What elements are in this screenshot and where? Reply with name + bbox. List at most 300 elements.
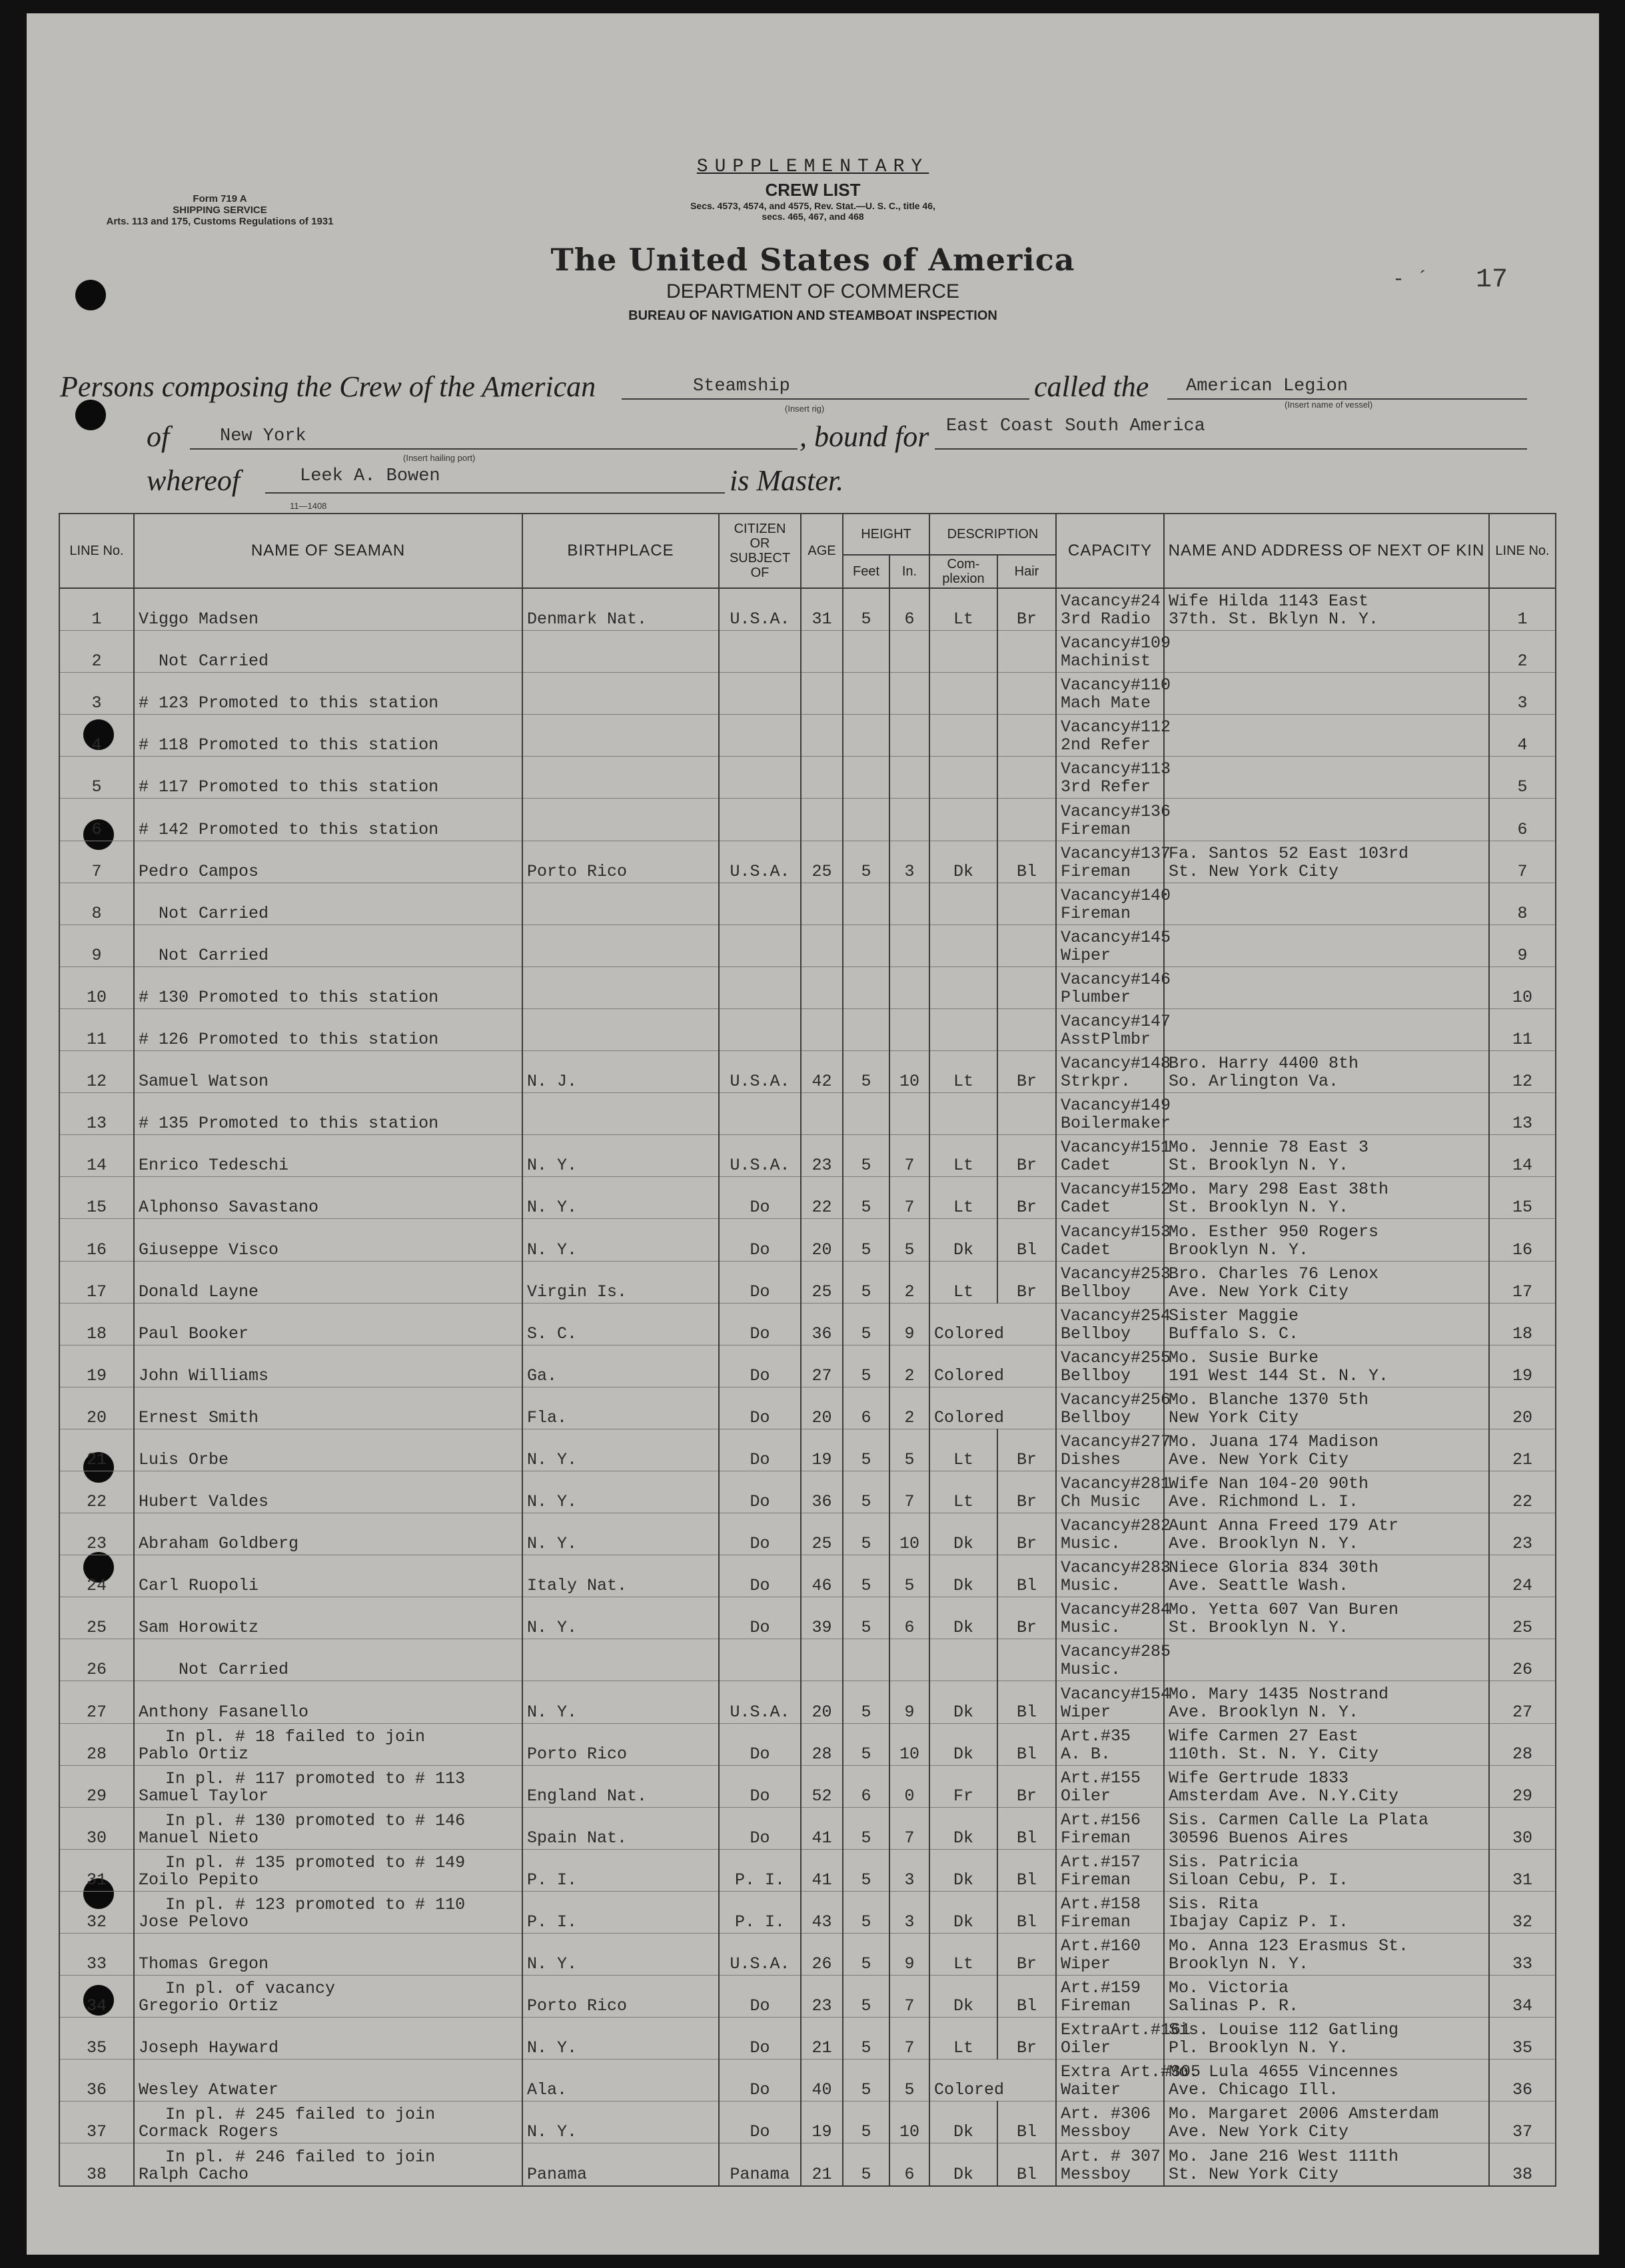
inches-cell: 6 bbox=[889, 2143, 929, 2186]
kin-name bbox=[1169, 1012, 1484, 1030]
birthplace-cell bbox=[522, 1639, 719, 1681]
birthplace-cell: N. Y. bbox=[522, 1513, 719, 1555]
hair-cell: Bl bbox=[997, 1807, 1056, 1849]
complexion-cell: Colored bbox=[929, 1303, 1056, 1345]
seaman-name-cell: Enrico Tedeschi bbox=[134, 1135, 522, 1177]
capacity-cell bbox=[1056, 1976, 1164, 2018]
citizen-cell: Do bbox=[719, 1976, 801, 2018]
birthplace-cell: Fla. bbox=[522, 1387, 719, 1429]
kin-name: Mo. Yetta 607 Van Buren bbox=[1169, 1600, 1399, 1620]
age-cell: 22 bbox=[801, 1177, 843, 1219]
complexion-cell bbox=[929, 966, 997, 1008]
capacity-rating: A. B. bbox=[1061, 1744, 1111, 1764]
seaman-name: Cormack Rogers bbox=[139, 2122, 279, 2142]
age-cell bbox=[801, 799, 843, 841]
kin-name: Bro. Harry 4400 8th bbox=[1169, 1054, 1359, 1074]
line-number-right-cell: 4 bbox=[1489, 715, 1556, 757]
hair-cell bbox=[997, 1008, 1056, 1050]
line-number-right-cell: 22 bbox=[1489, 1471, 1556, 1513]
age-cell: 31 bbox=[801, 588, 843, 631]
birthplace-cell: N. Y. bbox=[522, 1471, 719, 1513]
hair-cell bbox=[997, 715, 1056, 757]
feet-cell bbox=[843, 1008, 889, 1050]
capacity-rating: Bellboy bbox=[1061, 1282, 1131, 1302]
capacity-rating: Ch Music bbox=[1061, 1492, 1141, 1512]
capacity-number: Vacancy#112 bbox=[1061, 717, 1171, 737]
hair-cell bbox=[997, 757, 1056, 799]
table-row bbox=[59, 966, 1556, 1008]
inches-cell: 9 bbox=[889, 1681, 929, 1723]
birthplace-cell: Ga. bbox=[522, 1345, 719, 1387]
table-row bbox=[59, 1765, 1556, 1807]
kin-address: 110th. St. N. Y. City bbox=[1169, 1744, 1379, 1764]
capacity-number: Vacancy#137 bbox=[1061, 843, 1171, 863]
line-number-right-cell: 8 bbox=[1489, 883, 1556, 925]
next-of-kin-cell bbox=[1164, 1934, 1489, 1976]
kin-name bbox=[1169, 718, 1484, 736]
birthplace-cell: Panama bbox=[522, 2143, 719, 2186]
punch-hole bbox=[75, 280, 106, 310]
line-number-cell: 35 bbox=[59, 2018, 134, 2060]
hailing-port: New York bbox=[220, 426, 306, 446]
table-row bbox=[59, 757, 1556, 799]
next-of-kin-cell bbox=[1164, 1976, 1489, 2018]
inches-cell: 7 bbox=[889, 1807, 929, 1849]
capacity-number: ExtraArt.#161 bbox=[1061, 2020, 1191, 2040]
age-cell: 21 bbox=[801, 2018, 843, 2060]
seaman-name-cell: Samuel Watson bbox=[134, 1051, 522, 1093]
feet-cell bbox=[843, 715, 889, 757]
kin-address: Ave. New York City bbox=[1169, 1449, 1349, 1469]
hair-cell: Br bbox=[997, 1765, 1056, 1807]
capacity-rating: Mach Mate bbox=[1061, 693, 1151, 713]
kin-address: 30596 Buenos Aires bbox=[1169, 1828, 1349, 1848]
hair-cell: Bl bbox=[997, 1219, 1056, 1261]
table-row bbox=[59, 1849, 1556, 1891]
seaman-name-cell bbox=[134, 1976, 522, 2018]
table-row bbox=[59, 1303, 1556, 1345]
capacity-number: Vacancy#24 bbox=[1061, 591, 1161, 611]
table-row bbox=[59, 925, 1556, 966]
capacity-rating: Oiler bbox=[1061, 2038, 1111, 2058]
next-of-kin-cell bbox=[1164, 757, 1489, 799]
header-kin: NAME AND ADDRESS OF NEXT OF KIN bbox=[1164, 514, 1489, 588]
capacity-rating: Fireman bbox=[1061, 1828, 1131, 1848]
capacity-number: Vacancy#154 bbox=[1061, 1684, 1171, 1704]
age-cell: 40 bbox=[801, 2060, 843, 2101]
line-number-right-cell: 14 bbox=[1489, 1135, 1556, 1177]
seaman-name-cell: # 123 Promoted to this station bbox=[134, 673, 522, 715]
age-cell: 26 bbox=[801, 1934, 843, 1976]
table-row bbox=[59, 2018, 1556, 2060]
line-number-cell: 13 bbox=[59, 1093, 134, 1135]
capacity-cell bbox=[1056, 1807, 1164, 1849]
capacity-rating: Plumber bbox=[1061, 987, 1131, 1007]
birthplace-cell: N. Y. bbox=[522, 1681, 719, 1723]
hair-cell bbox=[997, 966, 1056, 1008]
kin-name: Sister Maggie bbox=[1169, 1306, 1299, 1325]
feet-cell bbox=[843, 1093, 889, 1135]
capacity-number: Vacancy#113 bbox=[1061, 759, 1171, 779]
age-cell: 41 bbox=[801, 1807, 843, 1849]
inches-cell: 3 bbox=[889, 1849, 929, 1891]
age-cell: 20 bbox=[801, 1681, 843, 1723]
capacity-cell bbox=[1056, 1219, 1171, 1261]
next-of-kin-cell bbox=[1164, 1051, 1489, 1093]
hair-cell: Bl bbox=[997, 2143, 1056, 2186]
feet-cell: 5 bbox=[843, 1849, 889, 1891]
age-cell bbox=[801, 925, 843, 966]
tick-mark: - ´ bbox=[1392, 268, 1429, 291]
seaman-name-cell bbox=[134, 1765, 522, 1807]
complexion-cell: Dk bbox=[929, 1597, 997, 1639]
punch-hole bbox=[75, 400, 106, 430]
crew-list-title: CREW LIST bbox=[765, 180, 861, 200]
line-number-right-cell: 3 bbox=[1489, 673, 1556, 715]
kin-name: Mo. Jennie 78 East 3 bbox=[1169, 1138, 1369, 1158]
kin-address bbox=[1169, 946, 1484, 964]
bureau-title: BUREAU OF NAVIGATION AND STEAMBOAT INSPECTION bbox=[628, 308, 997, 323]
birthplace-cell: N. Y. bbox=[522, 1597, 719, 1639]
capacity-rating: 3rd Refer bbox=[1061, 777, 1151, 797]
citizen-cell: Do bbox=[719, 1219, 801, 1261]
capacity-cell bbox=[1056, 841, 1171, 883]
capacity-rating: Boilermaker bbox=[1061, 1114, 1171, 1134]
seaman-name: Manuel Nieto bbox=[139, 1828, 259, 1848]
line-number-cell: 33 bbox=[59, 1934, 134, 1976]
capacity-cell bbox=[1056, 1849, 1164, 1891]
document-header bbox=[493, 157, 1133, 324]
capacity-cell bbox=[1056, 966, 1171, 1008]
citizen-cell: Do bbox=[719, 1429, 801, 1471]
complexion-cell: Lt bbox=[929, 1429, 997, 1471]
hair-cell: Bl bbox=[997, 2101, 1056, 2143]
age-cell: 25 bbox=[801, 841, 843, 883]
hair-cell bbox=[997, 631, 1056, 673]
table-row bbox=[59, 1976, 1556, 2018]
seaman-name-cell: Pedro Campos bbox=[134, 841, 522, 883]
capacity-rating: 2nd Refer bbox=[1061, 735, 1151, 755]
rig-hint: (Insert rig) bbox=[785, 404, 825, 414]
inches-cell: 5 bbox=[889, 1219, 929, 1261]
capacity-number: Vacancy#277 bbox=[1061, 1431, 1171, 1451]
destination: East Coast South America bbox=[946, 416, 1205, 436]
header-capacity: CAPACITY bbox=[1056, 514, 1164, 588]
complexion-cell bbox=[929, 715, 997, 757]
citizen-cell: P. I. bbox=[719, 1849, 801, 1891]
kin-name: Sis. Carmen Calle La Plata bbox=[1169, 1810, 1429, 1830]
birthplace-cell bbox=[522, 1008, 719, 1050]
capacity-cell bbox=[1056, 1008, 1171, 1050]
birthplace-cell bbox=[522, 631, 719, 673]
birthplace-cell: Ala. bbox=[522, 2060, 719, 2101]
feet-cell: 6 bbox=[843, 1387, 889, 1429]
citizen-cell: Do bbox=[719, 1177, 801, 1219]
next-of-kin-cell bbox=[1164, 1681, 1489, 1723]
feet-cell: 5 bbox=[843, 1303, 889, 1345]
line-number-right-cell: 30 bbox=[1489, 1807, 1556, 1849]
line-number-right-cell: 23 bbox=[1489, 1513, 1556, 1555]
capacity-rating: 3rd Radio bbox=[1061, 609, 1151, 629]
age-cell bbox=[801, 883, 843, 925]
hair-cell: Br bbox=[997, 1471, 1056, 1513]
capacity-cell bbox=[1056, 1597, 1171, 1639]
citizen-cell: U.S.A. bbox=[719, 841, 801, 883]
kin-address: Ave. New York City bbox=[1169, 1282, 1349, 1302]
feet-cell bbox=[843, 673, 889, 715]
age-cell: 19 bbox=[801, 1429, 843, 1471]
inches-cell bbox=[889, 1093, 929, 1135]
table-row bbox=[59, 1807, 1556, 1849]
capacity-number: Vacancy#149 bbox=[1061, 1096, 1171, 1116]
line-number-cell: 17 bbox=[59, 1261, 134, 1303]
crew-table bbox=[59, 513, 1556, 2187]
kin-address bbox=[1169, 905, 1484, 923]
inches-cell: 9 bbox=[889, 1934, 929, 1976]
complexion-cell bbox=[929, 883, 997, 925]
age-cell bbox=[801, 673, 843, 715]
line-number-cell: 24 bbox=[59, 1555, 134, 1597]
seaman-name-cell: Giuseppe Visco bbox=[134, 1219, 522, 1261]
next-of-kin-cell bbox=[1164, 1513, 1489, 1555]
capacity-cell bbox=[1056, 2018, 1191, 2060]
inches-cell: 3 bbox=[889, 841, 929, 883]
next-of-kin-cell bbox=[1164, 1597, 1489, 1639]
capacity-number: Vacancy#109 bbox=[1061, 633, 1171, 653]
seaman-name-cell: Not Carried bbox=[134, 883, 522, 925]
capacity-number: Art. # 307 bbox=[1061, 2146, 1161, 2166]
capacity-rating: Dishes bbox=[1061, 1449, 1121, 1469]
birthplace-cell bbox=[522, 883, 719, 925]
inches-cell: 10 bbox=[889, 2101, 929, 2143]
complexion-cell: Fr bbox=[929, 1765, 997, 1807]
feet-cell: 5 bbox=[843, 1261, 889, 1303]
header-complexion: Com- plexion bbox=[929, 555, 997, 588]
kin-name: Mo. Anna 123 Erasmus St. bbox=[1169, 1936, 1409, 1956]
complexion-cell bbox=[929, 673, 997, 715]
seaman-name-cell: Viggo Madsen bbox=[134, 588, 522, 631]
capacity-cell bbox=[1056, 715, 1171, 757]
complexion-cell: Dk bbox=[929, 1891, 997, 1933]
complexion-cell bbox=[929, 1008, 997, 1050]
kin-name bbox=[1169, 1643, 1484, 1661]
kin-address: St. New York City bbox=[1169, 2164, 1339, 2184]
capacity-number: Art.#155 bbox=[1061, 1768, 1141, 1788]
line-number-right-cell: 9 bbox=[1489, 925, 1556, 966]
inches-cell: 6 bbox=[889, 1597, 929, 1639]
capacity-number: Art.#160 bbox=[1061, 1936, 1141, 1956]
citizen-cell: Do bbox=[719, 1261, 801, 1303]
seaman-name-cell: Not Carried bbox=[134, 1639, 522, 1681]
header-age: AGE bbox=[801, 514, 843, 588]
line-number-right-cell: 38 bbox=[1489, 2143, 1556, 2186]
citizen-cell: U.S.A. bbox=[719, 1135, 801, 1177]
citizen-cell bbox=[719, 1093, 801, 1135]
capacity-cell bbox=[1056, 2101, 1164, 2143]
next-of-kin-cell bbox=[1164, 1849, 1489, 1891]
kin-address bbox=[1169, 821, 1484, 839]
table-row bbox=[59, 1219, 1556, 1261]
line-number-cell: 38 bbox=[59, 2143, 134, 2186]
feet-cell: 5 bbox=[843, 841, 889, 883]
feet-cell: 5 bbox=[843, 1051, 889, 1093]
next-of-kin-cell bbox=[1164, 799, 1489, 841]
capacity-cell bbox=[1056, 1681, 1171, 1723]
seaman-name: Jose Pelovo bbox=[139, 1912, 249, 1932]
kin-address: Buffalo S. C. bbox=[1169, 1323, 1299, 1343]
line-number-cell: 32 bbox=[59, 1891, 134, 1933]
next-of-kin-cell bbox=[1164, 1177, 1489, 1219]
capacity-cell bbox=[1056, 1639, 1171, 1681]
complexion-cell: Lt bbox=[929, 1471, 997, 1513]
birthplace-cell: N. Y. bbox=[522, 1934, 719, 1976]
feet-cell: 5 bbox=[843, 1513, 889, 1555]
line-number-cell: 19 bbox=[59, 1345, 134, 1387]
next-of-kin-cell bbox=[1164, 1093, 1489, 1135]
capacity-number: Vacancy#152 bbox=[1061, 1180, 1171, 1200]
hair-cell: Bl bbox=[997, 1681, 1056, 1723]
capacity-cell bbox=[1056, 1513, 1171, 1555]
seaman-name-cell: # 118 Promoted to this station bbox=[134, 715, 522, 757]
capacity-rating: Cadet bbox=[1061, 1240, 1111, 1260]
intro-persons-text: Persons composing the Crew of the American bbox=[60, 370, 596, 403]
capacity-number: Vacancy#147 bbox=[1061, 1012, 1171, 1032]
birthplace-cell bbox=[522, 673, 719, 715]
next-of-kin-cell bbox=[1164, 2143, 1489, 2186]
line-number-right-cell: 1 bbox=[1489, 588, 1556, 631]
capacity-cell bbox=[1056, 925, 1171, 966]
next-of-kin-cell bbox=[1164, 673, 1489, 715]
next-of-kin-cell bbox=[1164, 841, 1489, 883]
line-number-right-cell: 6 bbox=[1489, 799, 1556, 841]
header-height: HEIGHT bbox=[843, 514, 929, 555]
feet-cell bbox=[843, 799, 889, 841]
table-row bbox=[59, 1681, 1556, 1723]
complexion-cell bbox=[929, 925, 997, 966]
kin-name: Sis. Louise 112 Gatling bbox=[1169, 2020, 1399, 2040]
hair-cell: Bl bbox=[997, 1891, 1056, 1933]
capacity-number: Vacancy#146 bbox=[1061, 969, 1171, 989]
seaman-name-cell: Thomas Gregon bbox=[134, 1934, 522, 1976]
complexion-cell bbox=[929, 631, 997, 673]
kin-address: Ibajay Capiz P. I. bbox=[1169, 1912, 1349, 1932]
capacity-number: Vacancy#285 bbox=[1061, 1642, 1171, 1662]
citizen-cell: Do bbox=[719, 1555, 801, 1597]
hair-cell: Bl bbox=[997, 1723, 1056, 1765]
capacity-number: Vacancy#153 bbox=[1061, 1222, 1171, 1242]
feet-cell: 5 bbox=[843, 1135, 889, 1177]
statute-reference: Secs. 4573, 4574, and 4575, Rev. Stat.—U. S. C., title 46, bbox=[690, 200, 935, 211]
capacity-rating: Bellboy bbox=[1061, 1365, 1131, 1385]
age-cell: 25 bbox=[801, 1513, 843, 1555]
next-of-kin-cell bbox=[1164, 1555, 1489, 1597]
citizen-cell: Do bbox=[719, 1807, 801, 1849]
kin-name bbox=[1169, 803, 1484, 821]
kin-name bbox=[1169, 1096, 1484, 1114]
inches-cell bbox=[889, 715, 929, 757]
capacity-cell bbox=[1056, 1765, 1164, 1807]
feet-cell bbox=[843, 925, 889, 966]
capacity-cell bbox=[1056, 757, 1171, 799]
capacity-cell bbox=[1056, 1555, 1171, 1597]
citizen-cell: Do bbox=[719, 1723, 801, 1765]
seaman-name-cell: Wesley Atwater bbox=[134, 2060, 522, 2101]
kin-name bbox=[1169, 929, 1484, 946]
table-row bbox=[59, 2060, 1556, 2101]
feet-cell: 5 bbox=[843, 1891, 889, 1933]
birthplace-cell: Porto Rico bbox=[522, 1976, 719, 2018]
citizen-cell bbox=[719, 715, 801, 757]
line-number-right-cell: 16 bbox=[1489, 1219, 1556, 1261]
next-of-kin-cell bbox=[1164, 1261, 1489, 1303]
kin-name: Sis. Rita bbox=[1169, 1894, 1259, 1914]
citizen-cell bbox=[719, 925, 801, 966]
kin-address: Ave. New York City bbox=[1169, 2122, 1349, 2142]
next-of-kin-cell bbox=[1164, 1807, 1489, 1849]
capacity-cell bbox=[1056, 1051, 1171, 1093]
inches-cell bbox=[889, 673, 929, 715]
inches-cell: 5 bbox=[889, 1429, 929, 1471]
seaman-name-cell bbox=[134, 1807, 522, 1849]
capacity-cell bbox=[1056, 1934, 1164, 1976]
inches-cell: 7 bbox=[889, 1135, 929, 1177]
seaman-note: In pl. # 135 promoted to # 149 bbox=[165, 1852, 466, 1872]
citizen-cell bbox=[719, 883, 801, 925]
kin-address bbox=[1169, 652, 1484, 670]
hair-cell: Br bbox=[997, 588, 1056, 631]
capacity-number: Vacancy#283 bbox=[1061, 1558, 1171, 1578]
table-row bbox=[59, 1135, 1556, 1177]
hair-cell bbox=[997, 1093, 1056, 1135]
capacity-cell bbox=[1056, 2060, 1201, 2101]
line-number-cell: 28 bbox=[59, 1723, 134, 1765]
next-of-kin-cell bbox=[1164, 2018, 1489, 2060]
line-number-right-cell: 25 bbox=[1489, 1597, 1556, 1639]
inches-cell bbox=[889, 883, 929, 925]
seaman-name: Pablo Ortiz bbox=[139, 1744, 249, 1764]
seaman-name-cell: Not Carried bbox=[134, 925, 522, 966]
line-number-cell: 30 bbox=[59, 1807, 134, 1849]
kin-address: St. Brooklyn N. Y. bbox=[1169, 1198, 1349, 1218]
feet-cell: 5 bbox=[843, 1597, 889, 1639]
hair-cell: Bl bbox=[997, 1976, 1056, 2018]
next-of-kin-cell bbox=[1164, 1345, 1489, 1387]
line-number-right-cell: 36 bbox=[1489, 2060, 1556, 2101]
seaman-name-cell: # 142 Promoted to this station bbox=[134, 799, 522, 841]
complexion-cell: Dk bbox=[929, 841, 997, 883]
complexion-cell: Colored bbox=[929, 1345, 1056, 1387]
table-row bbox=[59, 1891, 1556, 1933]
complexion-cell bbox=[929, 799, 997, 841]
kin-name: Wife Nan 104-20 90th bbox=[1169, 1474, 1369, 1494]
citizen-cell bbox=[719, 757, 801, 799]
table-row bbox=[59, 673, 1556, 715]
birthplace-cell: Porto Rico bbox=[522, 1723, 719, 1765]
rig-underline bbox=[622, 398, 1029, 400]
inches-cell bbox=[889, 1639, 929, 1681]
table-row bbox=[59, 1051, 1556, 1093]
kin-name: Sis. Patricia bbox=[1169, 1852, 1299, 1872]
capacity-cell bbox=[1056, 673, 1171, 715]
age-cell: 43 bbox=[801, 1891, 843, 1933]
header-feet: Feet bbox=[843, 555, 889, 588]
kin-name: Fa. Santos 52 East 103rd bbox=[1169, 843, 1409, 863]
hair-cell: Br bbox=[997, 1135, 1056, 1177]
next-of-kin-cell bbox=[1164, 925, 1489, 966]
inches-cell: 5 bbox=[889, 2060, 929, 2101]
capacity-rating: Cadet bbox=[1061, 1198, 1111, 1218]
seaman-note: In pl. # 18 failed to join bbox=[165, 1726, 426, 1746]
